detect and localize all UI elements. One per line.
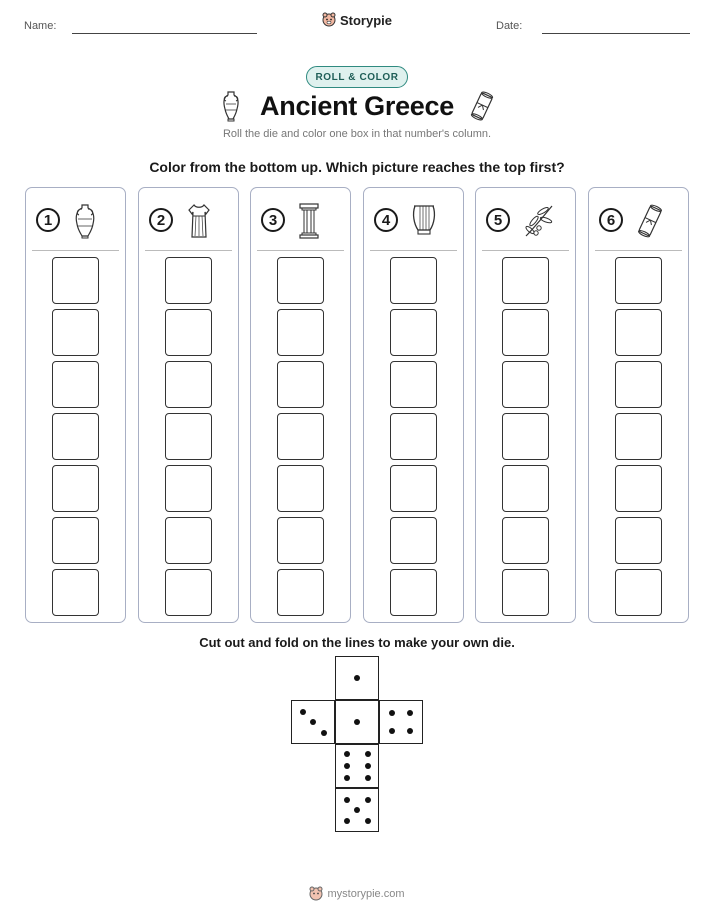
date-line[interactable]: [542, 33, 690, 34]
column-number: 3: [261, 208, 285, 232]
die-pip: [365, 775, 371, 781]
page-title: Ancient Greece: [260, 91, 454, 121]
die-face-1: [335, 700, 379, 744]
color-box[interactable]: [165, 569, 212, 616]
die-face-5: [335, 788, 379, 832]
color-box[interactable]: [502, 465, 549, 512]
color-box[interactable]: [502, 309, 549, 356]
color-box[interactable]: [165, 257, 212, 304]
footer-url[interactable]: mystorypie.com: [327, 888, 405, 900]
amphora-icon: [72, 202, 98, 245]
column-header: [476, 202, 575, 242]
die-pip: [344, 751, 350, 757]
storypie-mascot-icon: [309, 886, 323, 902]
die-face-3: [291, 700, 335, 744]
scroll-title-icon: [470, 90, 494, 122]
die-pip: [365, 797, 371, 803]
color-box[interactable]: [502, 517, 549, 564]
name-line[interactable]: [72, 33, 257, 34]
color-box[interactable]: [277, 569, 324, 616]
die-pip: [344, 763, 350, 769]
die-face-6: [335, 744, 379, 788]
column-divider: [32, 250, 119, 251]
footer: [0, 886, 714, 907]
color-box[interactable]: [502, 361, 549, 408]
color-box[interactable]: [615, 413, 662, 460]
die-pip: [354, 675, 360, 681]
die-pip: [389, 728, 395, 734]
column-header: [251, 202, 350, 242]
brand-logo: [0, 12, 714, 33]
die-pip: [365, 751, 371, 757]
column-divider: [145, 250, 232, 251]
color-box[interactable]: [52, 309, 99, 356]
name-label: Name:: [24, 20, 57, 32]
column-divider: [257, 250, 344, 251]
coloring-instruction: Color from the bottom up. Which picture reaches the top first?: [149, 159, 565, 175]
die-pip: [389, 710, 395, 716]
column-number: 5: [486, 208, 510, 232]
column-4: [363, 187, 464, 623]
column-header: [589, 202, 688, 242]
color-box[interactable]: [52, 569, 99, 616]
color-box[interactable]: [52, 361, 99, 408]
column-3: [250, 187, 351, 623]
column-number: 2: [149, 208, 173, 232]
color-box[interactable]: [52, 257, 99, 304]
color-box[interactable]: [277, 465, 324, 512]
column-1: [25, 187, 126, 623]
column-5: [475, 187, 576, 623]
column-number: 1: [36, 208, 60, 232]
column-divider: [370, 250, 457, 251]
color-box[interactable]: [52, 517, 99, 564]
color-box[interactable]: [615, 465, 662, 512]
color-box[interactable]: [277, 413, 324, 460]
storypie-mascot-icon: [322, 12, 336, 28]
die-pip: [407, 710, 413, 716]
color-box[interactable]: [615, 257, 662, 304]
olive-branch-icon: [522, 202, 556, 245]
die-pip: [344, 797, 350, 803]
date-label: Date:: [496, 20, 523, 32]
brand-name: Storypie: [339, 12, 392, 28]
column-number: 6: [599, 208, 623, 232]
die-pip: [365, 818, 371, 824]
color-box[interactable]: [165, 413, 212, 460]
die-pip: [365, 763, 371, 769]
color-box[interactable]: [390, 413, 437, 460]
color-box[interactable]: [277, 309, 324, 356]
color-box[interactable]: [165, 517, 212, 564]
color-box[interactable]: [390, 361, 437, 408]
color-box[interactable]: [277, 517, 324, 564]
color-box[interactable]: [502, 569, 549, 616]
column-divider: [595, 250, 682, 251]
lyre-icon: [410, 202, 438, 245]
die-pip: [407, 728, 413, 734]
column-icon: [297, 202, 321, 245]
color-box[interactable]: [390, 309, 437, 356]
color-box[interactable]: [502, 413, 549, 460]
color-box[interactable]: [165, 361, 212, 408]
die-pip: [310, 719, 316, 725]
tunic-icon: [185, 202, 213, 245]
die-pip: [344, 775, 350, 781]
column-header: [139, 202, 238, 242]
color-box[interactable]: [615, 569, 662, 616]
color-box[interactable]: [502, 257, 549, 304]
cutout-instruction: Cut out and fold on the lines to make your own die.: [199, 635, 515, 650]
color-box[interactable]: [390, 517, 437, 564]
column-divider: [482, 250, 569, 251]
die-pip: [354, 719, 360, 725]
die-face-1: [335, 656, 379, 700]
column-6: [588, 187, 689, 623]
column-number: 4: [374, 208, 398, 232]
color-box[interactable]: [52, 413, 99, 460]
page-subtitle: Roll the die and color one box in that number's column.: [222, 128, 492, 140]
color-box[interactable]: [277, 257, 324, 304]
die-pip: [321, 730, 327, 736]
color-box[interactable]: [390, 257, 437, 304]
scroll-icon: [635, 202, 665, 245]
color-box[interactable]: [277, 361, 324, 408]
color-box[interactable]: [390, 465, 437, 512]
color-box[interactable]: [615, 361, 662, 408]
die-pip: [300, 709, 306, 715]
color-box[interactable]: [165, 309, 212, 356]
color-box[interactable]: [52, 465, 99, 512]
color-box[interactable]: [615, 309, 662, 356]
roll-and-color-badge: ROLL & COLOR: [306, 66, 408, 88]
color-box[interactable]: [615, 517, 662, 564]
color-box[interactable]: [390, 569, 437, 616]
column-header: [364, 202, 463, 242]
die-pip: [354, 807, 360, 813]
die-face-4: [379, 700, 423, 744]
column-2: [138, 187, 239, 623]
color-box[interactable]: [165, 465, 212, 512]
column-header: [26, 202, 125, 242]
die-pip: [344, 818, 350, 824]
